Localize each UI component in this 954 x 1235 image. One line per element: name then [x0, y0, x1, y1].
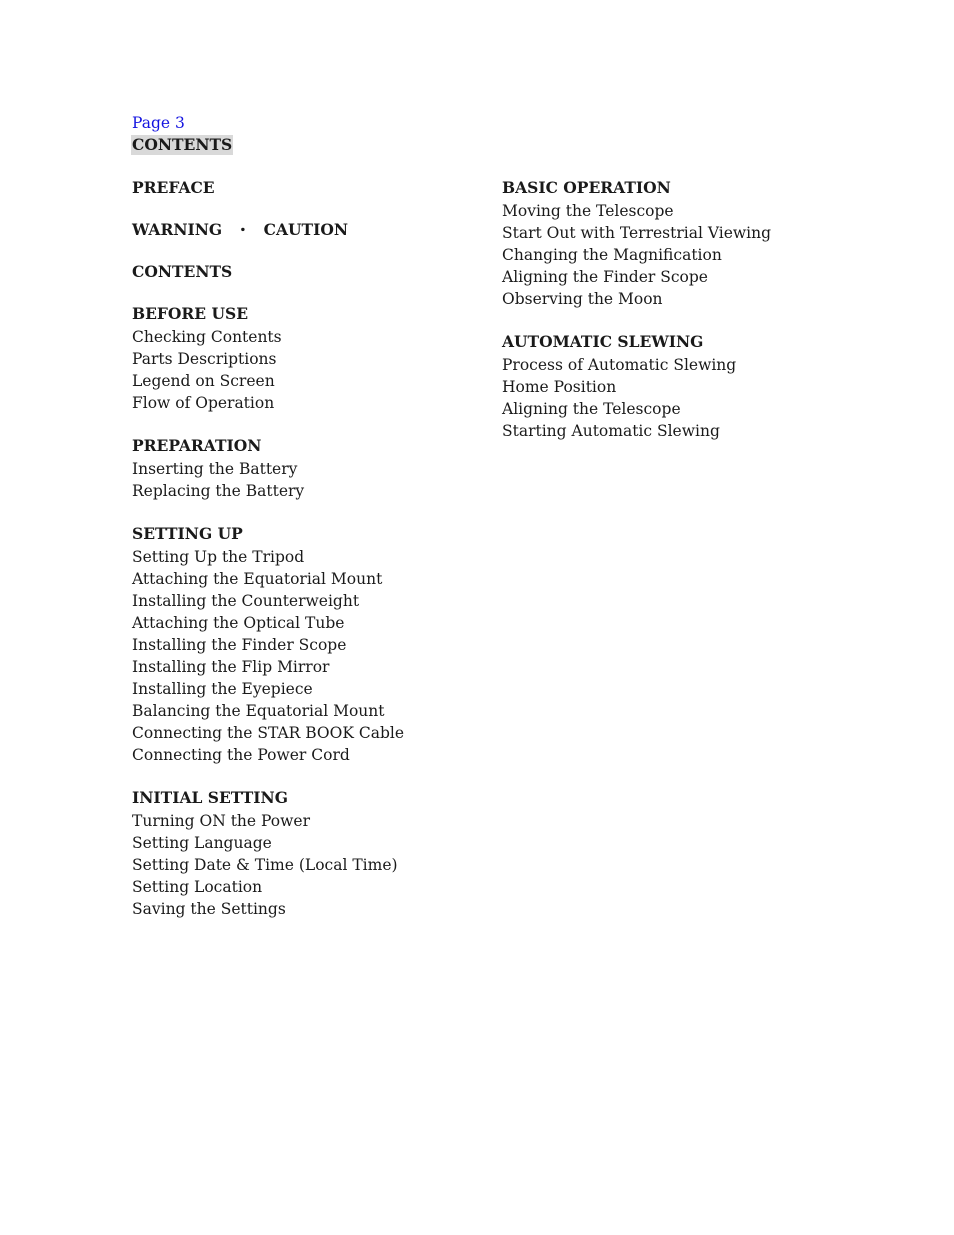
toc-item[interactable]: Installing the Finder Scope [132, 636, 347, 654]
toc-heading-before-use[interactable]: BEFORE USE [132, 304, 249, 323]
toc-item[interactable]: Saving the Settings [132, 900, 286, 918]
toc-heading-warning-caution[interactable] [132, 220, 492, 240]
toc-left-column [132, 178, 492, 942]
toc-item[interactable]: Legend on Screen [132, 372, 275, 390]
toc-section-preparation [132, 436, 492, 502]
toc-section-preface [132, 178, 492, 198]
toc-heading-caution: CAUTION [263, 220, 349, 239]
toc-heading-warning: WARNING [132, 220, 223, 239]
toc-item[interactable]: Home Position [502, 378, 617, 396]
toc-section-contents [132, 262, 492, 282]
toc-heading-basic-operation[interactable]: BASIC OPERATION [502, 178, 671, 197]
toc-item[interactable]: Balancing the Equatorial Mount [132, 702, 385, 720]
toc-section-setting-up [132, 524, 492, 766]
toc-item[interactable]: Installing the Eyepiece [132, 680, 313, 698]
toc-item[interactable]: Setting Location [132, 878, 263, 896]
toc-item[interactable]: Starting Automatic Slewing [502, 422, 720, 440]
toc-item[interactable]: Inserting the Battery [132, 460, 298, 478]
toc-item[interactable]: Checking Contents [132, 328, 282, 346]
toc-item[interactable]: Installing the Flip Mirror [132, 658, 330, 676]
toc-item[interactable]: Setting Date & Time (Local Time) [132, 856, 398, 874]
page-link[interactable]: Page 3 [132, 114, 185, 132]
toc-item[interactable]: Aligning the Telescope [502, 400, 681, 418]
toc-item[interactable]: Attaching the Optical Tube [132, 614, 345, 632]
toc-section-warning [132, 220, 492, 240]
toc-item[interactable]: Parts Descriptions [132, 350, 277, 368]
toc-heading-contents[interactable]: CONTENTS [132, 262, 233, 281]
toc-item[interactable]: Attaching the Equatorial Mount [132, 570, 383, 588]
toc-heading-automatic-slewing[interactable]: AUTOMATIC SLEWING [502, 332, 704, 351]
toc-item[interactable]: Process of Automatic Slewing [502, 356, 737, 374]
toc-section-basic-operation [502, 178, 882, 310]
toc-item[interactable]: Changing the Magnification [502, 246, 722, 264]
toc-item[interactable]: Setting Up the Tripod [132, 548, 305, 566]
toc-item[interactable]: Aligning the Finder Scope [502, 268, 708, 286]
toc-section-initial-setting [132, 788, 492, 920]
toc-heading-initial-setting[interactable]: INITIAL SETTING [132, 788, 288, 807]
toc-heading-preparation[interactable]: PREPARATION [132, 436, 262, 455]
toc-section-before-use [132, 304, 492, 414]
toc-right-column [502, 178, 882, 464]
toc-heading-setting-up[interactable]: SETTING UP [132, 524, 243, 543]
toc-item[interactable]: Replacing the Battery [132, 482, 305, 500]
toc-heading-preface[interactable]: PREFACE [132, 178, 215, 197]
page-title: CONTENTS [132, 135, 233, 154]
toc-section-automatic-slewing [502, 332, 882, 442]
toc-item[interactable]: Setting Language [132, 834, 272, 852]
toc-item[interactable]: Observing the Moon [502, 290, 663, 308]
toc-item[interactable]: Flow of Operation [132, 394, 275, 412]
toc-item[interactable]: Start Out with Terrestrial Viewing [502, 224, 772, 242]
toc-item[interactable]: Connecting the Power Cord [132, 746, 350, 764]
toc-item[interactable]: Turning ON the Power [132, 812, 310, 830]
separator-dot: ・ [235, 220, 251, 239]
toc-item[interactable]: Connecting the STAR BOOK Cable [132, 724, 404, 742]
toc-item[interactable]: Installing the Counterweight [132, 592, 360, 610]
toc-item[interactable]: Moving the Telescope [502, 202, 674, 220]
